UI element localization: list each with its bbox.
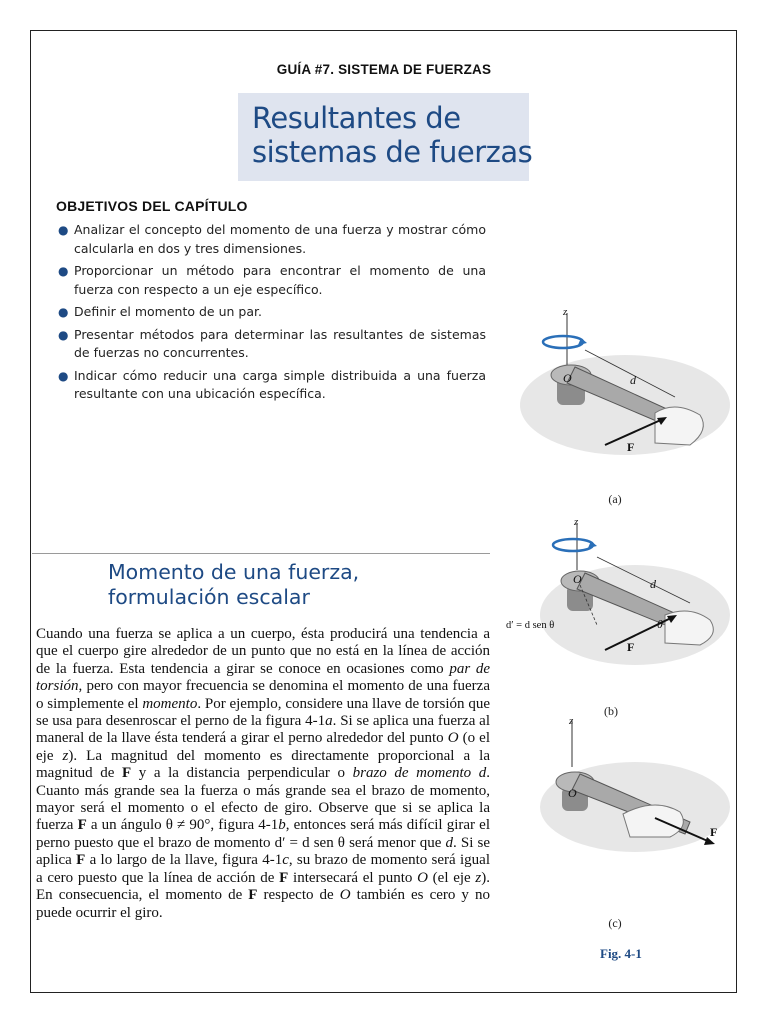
text-run-italic: z bbox=[62, 747, 69, 764]
figure-a-label: (a) bbox=[608, 492, 622, 506]
wrench-figure-a bbox=[505, 305, 730, 475]
bullet-icon: ● bbox=[58, 327, 69, 342]
text-run: a lo largo de la llave, figura 4-1 bbox=[85, 852, 283, 869]
text-run-bold: F bbox=[77, 817, 87, 834]
rotation-arrow-icon bbox=[543, 336, 583, 348]
z-axis-label: z bbox=[563, 306, 568, 318]
guide-title: GUÍA #7. SISTEMA DE FUERZAS bbox=[276, 62, 492, 77]
text-run: . Si se aplica bbox=[36, 834, 490, 869]
figure-caption: Fig. 4-1 bbox=[600, 946, 642, 961]
text-run: . Por ejemplo, considere una llave de torsión que se usa para desenroscar el perno de la figura 4-1 bbox=[36, 695, 490, 730]
rotation-arrow-icon bbox=[553, 539, 593, 551]
z-axis-label: z bbox=[574, 516, 579, 528]
text-run-italic: par de torsión bbox=[36, 660, 490, 695]
point-o-label: O bbox=[563, 371, 572, 385]
section-divider bbox=[32, 553, 490, 554]
section-title-line2: formulación escalar bbox=[108, 585, 310, 609]
wrench-figure-c bbox=[505, 712, 730, 862]
moment-arm-label: d′ = d sen θ bbox=[506, 620, 555, 631]
chapter-title bbox=[252, 101, 532, 169]
point-o-label: O bbox=[568, 786, 577, 800]
objectives-list bbox=[56, 221, 486, 408]
text-run: . Si se aplica una fuerza al maneral de la llave ésta tenderá a girar el perno alrededor del punto bbox=[36, 713, 490, 747]
objective-text: Indicar cómo reducir una carga simple distribuida a una fuerza resultante con una ubicación específica. bbox=[74, 367, 486, 401]
text-run: a un ángulo θ ≠ 90°, figura 4-1 bbox=[86, 817, 279, 834]
text-run-italic: z bbox=[475, 869, 482, 886]
objective-item bbox=[56, 221, 486, 258]
hand-icon bbox=[655, 407, 703, 445]
text-run-bold: F bbox=[122, 765, 132, 782]
objective-item bbox=[56, 326, 486, 363]
distance-label: d bbox=[650, 577, 656, 591]
text-run: y a la distancia perpendicular o bbox=[131, 765, 353, 782]
body-paragraph bbox=[36, 626, 490, 922]
objective-text: Proporcionar un método para encontrar el momento de una fuerza con respecto a un eje específico. bbox=[74, 263, 486, 297]
section-title-line1: Momento de una fuerza, bbox=[108, 560, 360, 584]
z-axis-label: z bbox=[569, 715, 574, 727]
text-run: Cuando una fuerza se aplica a un cuerpo, ésta producirá una tendencia a que el cuerpo gire alrededor de un punto que no está en la línea de acción de la fuerza. Esta tendencia a girar se conoce en ocasiones como bbox=[36, 626, 490, 677]
chapter-title-line1: Resultantes de bbox=[252, 101, 461, 135]
text-run: , su brazo de momento será igual a cero puesto que la línea de acción de bbox=[36, 852, 490, 886]
text-run: ). En consecuencia, el momento de bbox=[36, 869, 490, 904]
chapter-title-line2: sistemas de fuerzas bbox=[252, 135, 533, 169]
text-run: , entonces será más difícil girar el perno puesto que el brazo de momento d′ = d sen θ será menor que bbox=[36, 817, 490, 851]
section-title bbox=[108, 560, 359, 610]
text-run-italic: O bbox=[417, 869, 428, 886]
bullet-icon: ● bbox=[58, 223, 69, 237]
bullet-icon: ● bbox=[58, 264, 69, 278]
text-run-italic: O bbox=[339, 887, 351, 904]
bullet-icon: ● bbox=[58, 305, 69, 319]
text-run-bold: F bbox=[76, 852, 86, 869]
objective-item bbox=[56, 262, 486, 299]
text-run-bold: F bbox=[279, 869, 289, 886]
text-run: respecto de bbox=[257, 887, 340, 904]
angle-label: θ bbox=[657, 617, 663, 631]
text-run-italic: O bbox=[447, 730, 459, 747]
text-run: intersecará el punto bbox=[288, 869, 418, 886]
text-run-italic: a bbox=[325, 713, 333, 730]
text-run-italic: brazo de momento d bbox=[352, 765, 487, 782]
text-run: ). La magnitud del momento es directamente proporcional a la magnitud de bbox=[36, 747, 490, 782]
objective-item bbox=[56, 303, 486, 322]
objective-item bbox=[56, 367, 486, 404]
figure-b-label: (b) bbox=[604, 704, 618, 718]
text-run-italic: b bbox=[278, 817, 286, 834]
text-run: (o el eje bbox=[36, 730, 490, 764]
text-run: (el eje bbox=[427, 869, 476, 886]
hand-icon bbox=[623, 805, 683, 837]
text-run-italic: d bbox=[445, 834, 454, 851]
objective-text: Analizar el concepto del momento de una fuerza y mostrar cómo calcularla en dos y tres dimensiones. bbox=[74, 222, 486, 256]
wrench-figure-b bbox=[505, 515, 730, 690]
force-label: F bbox=[627, 440, 635, 454]
text-run: . Cuanto más grande sea la fuerza o más grande sea el brazo de momento, mayor será el momento o el efecto de giro. Observe que si se aplica la fuerza bbox=[36, 765, 490, 834]
text-run-italic: c bbox=[282, 852, 289, 869]
point-o-label: O bbox=[573, 572, 582, 586]
text-run: , pero con mayor frecuencia se denomina el momento de una fuerza o simplemente el bbox=[36, 678, 490, 712]
objective-text: Presentar métodos para determinar las resultantes de sistemas de fuerzas no concurrentes. bbox=[74, 326, 486, 360]
force-label: F bbox=[627, 640, 635, 654]
text-run: también es cero y no puede ocurrir el giro. bbox=[36, 887, 490, 921]
objectives-heading: OBJETIVOS DEL CAPÍTULO bbox=[56, 198, 248, 214]
force-label: F bbox=[710, 825, 718, 839]
distance-label: d bbox=[630, 373, 636, 387]
text-run-italic: momento bbox=[142, 695, 198, 712]
bullet-icon: ● bbox=[58, 368, 69, 383]
figure-c-label: (c) bbox=[608, 916, 622, 930]
objective-text: Definir el momento de un par. bbox=[74, 304, 262, 319]
text-run-bold: F bbox=[248, 887, 258, 904]
